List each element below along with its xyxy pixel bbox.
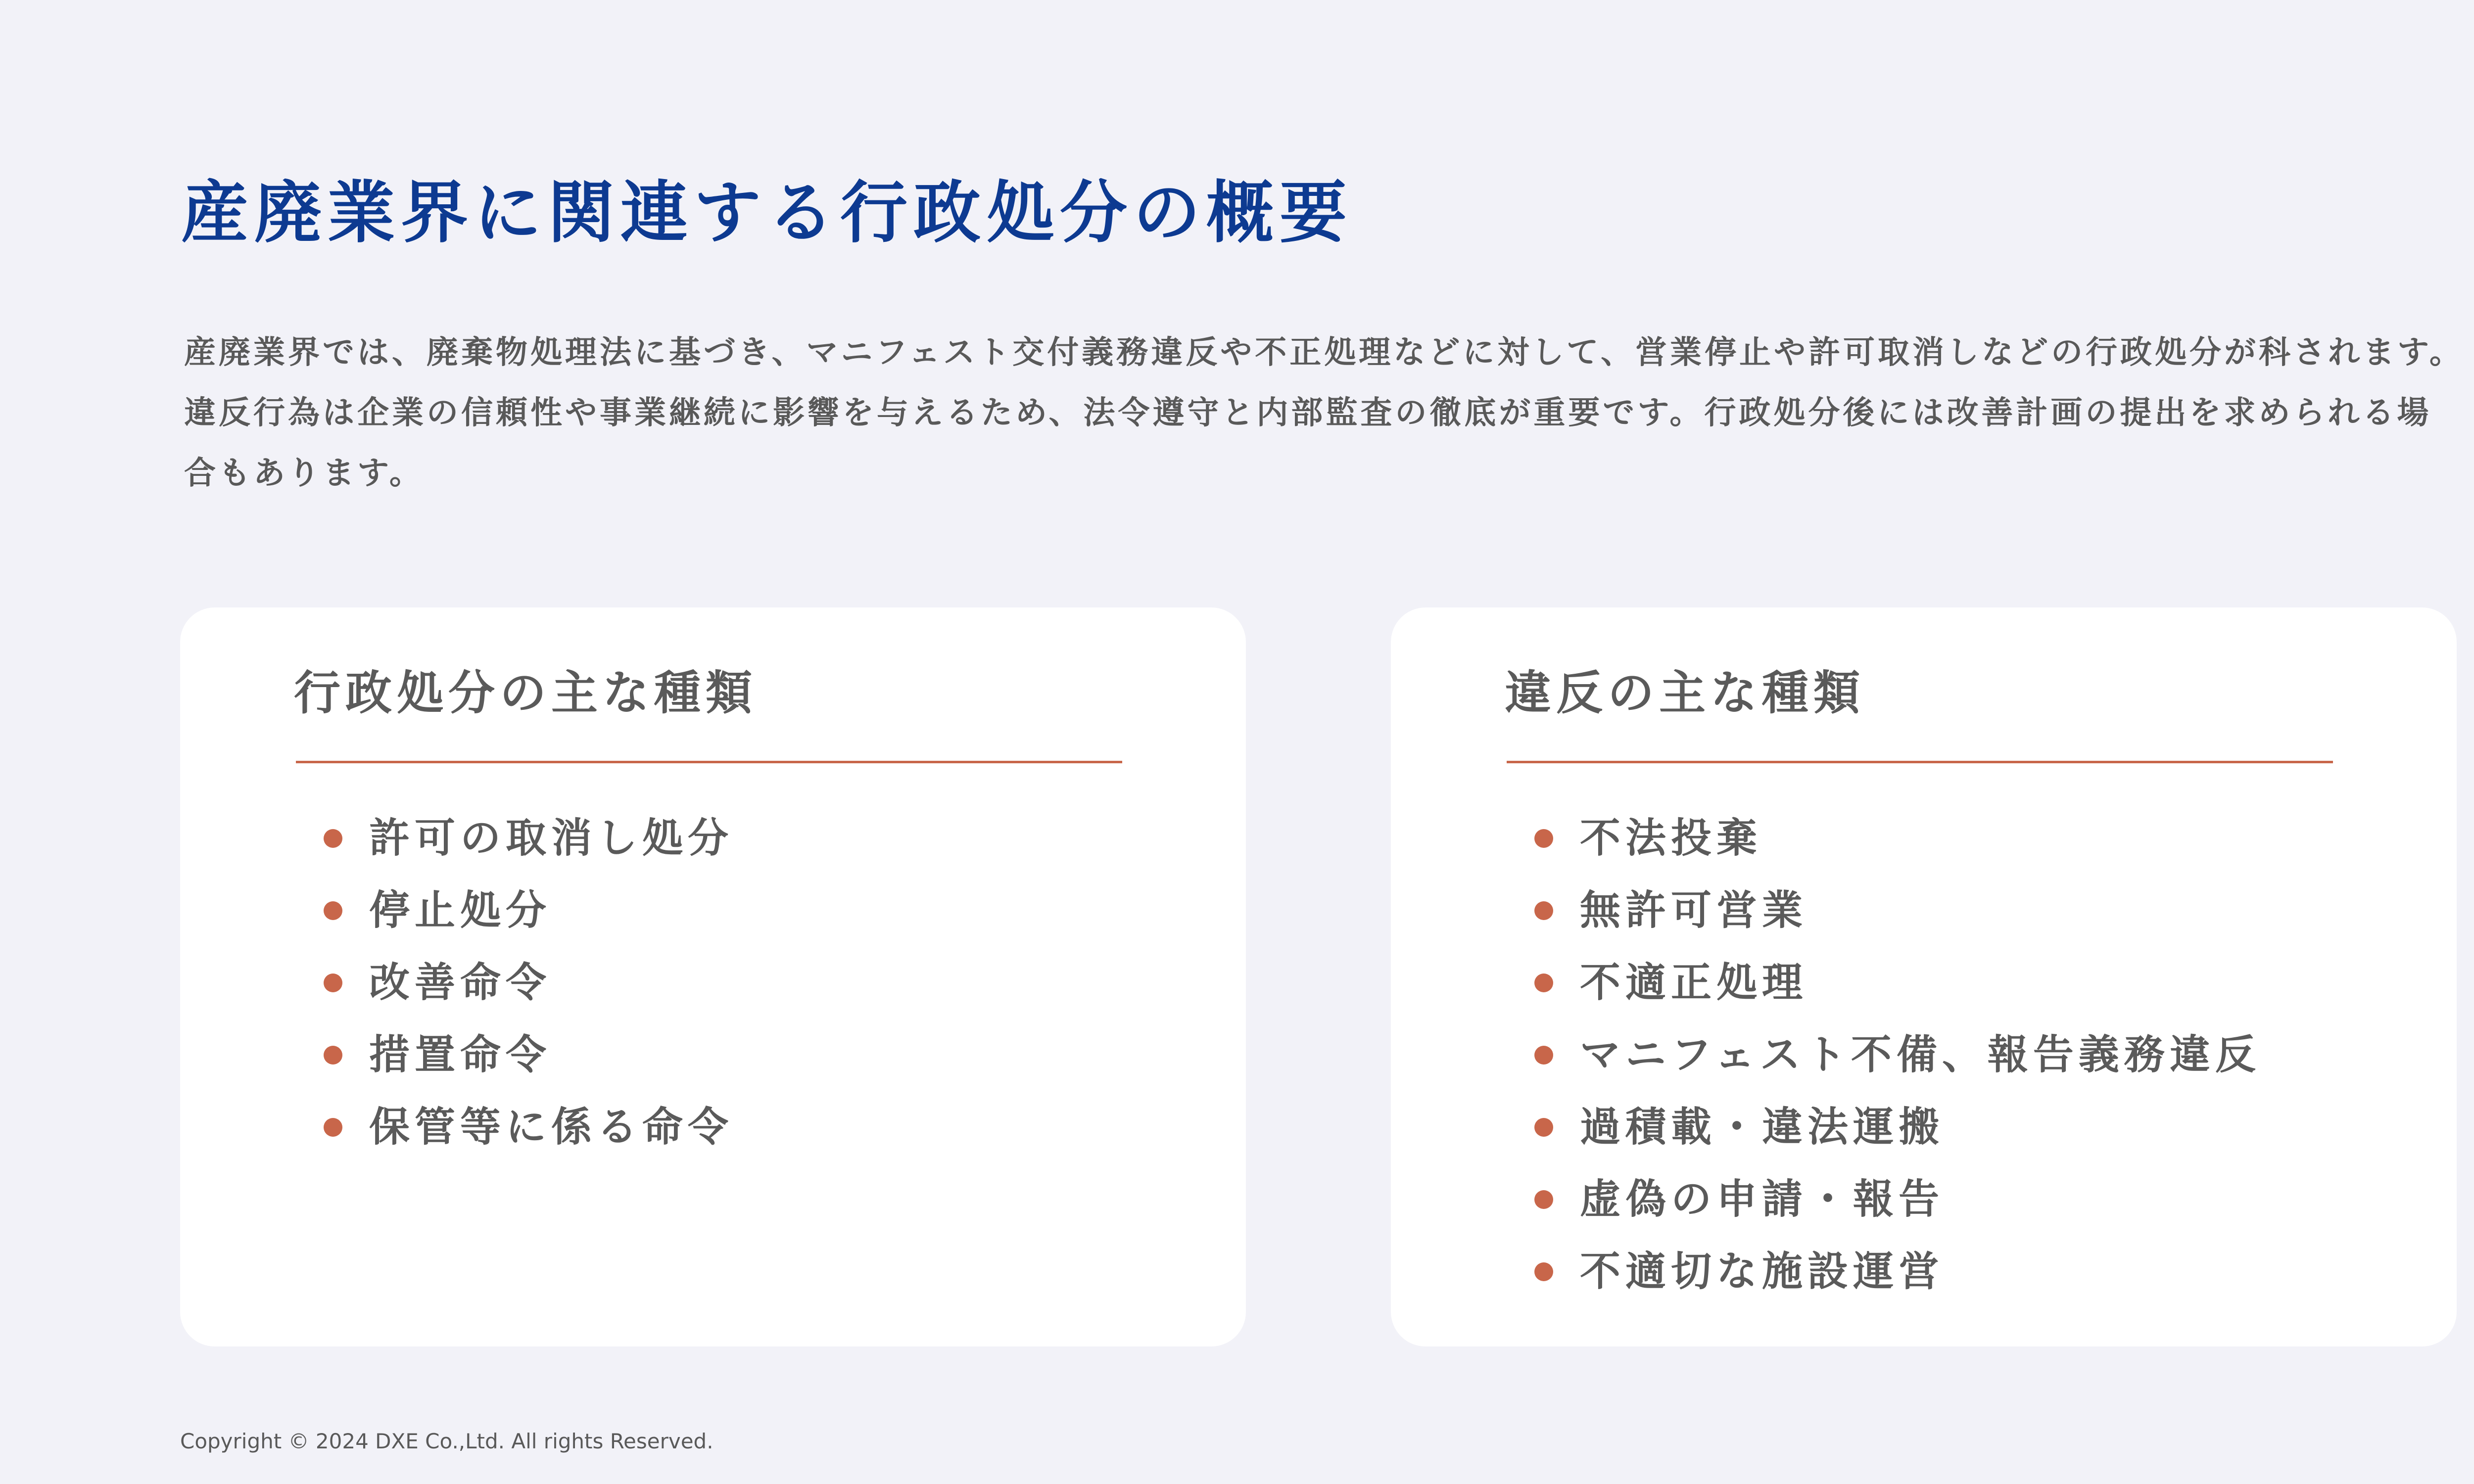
list-item-label: 保管等に係る命令 (369, 1104, 734, 1151)
list-item (1534, 947, 2261, 1019)
list-item (324, 1019, 733, 1091)
bullet-icon (1534, 974, 1553, 992)
page-title: 産廃業界に関連する行政処分の概要 (181, 174, 1353, 252)
card-title: 行政処分の主な種類 (294, 666, 758, 720)
list-item-label: 不適切な施設運営 (1580, 1248, 1945, 1295)
list-item (1534, 802, 2261, 875)
list-item (324, 875, 733, 947)
card-divider (296, 761, 1122, 763)
administrative-action-list (324, 802, 733, 1163)
list-item-label: 過積載・違法運搬 (1580, 1104, 1945, 1151)
list-item-label: 改善命令 (369, 959, 552, 1006)
bullet-icon (1534, 1190, 1553, 1209)
list-item (1534, 1163, 2261, 1236)
violation-list (1534, 802, 2261, 1308)
list-item (1534, 1236, 2261, 1308)
bullet-icon (1534, 1046, 1553, 1065)
bullet-icon (1534, 901, 1553, 920)
list-item-label: 虚偽の申請・報告 (1580, 1176, 1945, 1223)
list-item (1534, 1019, 2261, 1091)
card-divider (1507, 761, 2333, 763)
list-item-label: マニフェスト不備、報告義務違反 (1580, 1031, 2261, 1078)
list-item-label: 不法投棄 (1580, 815, 1762, 862)
bullet-icon (324, 901, 342, 920)
list-item-label: 不適正処理 (1580, 959, 1808, 1006)
card-title: 違反の主な種類 (1505, 666, 1865, 720)
bullet-icon (324, 1118, 342, 1137)
copyright-text: Copyright © 2024 DXE Co.,Ltd. All rights Reserved. (180, 1429, 714, 1453)
bullet-icon (1534, 829, 1553, 848)
bullet-icon (324, 974, 342, 992)
list-item (1534, 875, 2261, 947)
list-item (1534, 1091, 2261, 1163)
list-item-label: 措置命令 (369, 1031, 552, 1078)
bullet-icon (324, 829, 342, 848)
list-item (324, 947, 733, 1019)
list-item-label: 無許可営業 (1580, 887, 1808, 934)
list-item-label: 許可の取消し処分 (369, 815, 734, 862)
administrative-action-types-card (180, 607, 1246, 1346)
list-item (324, 1091, 733, 1163)
bullet-icon (1534, 1118, 1553, 1137)
bullet-icon (324, 1046, 342, 1065)
description-text: 産廃業界では、廃棄物処理法に基づき、マニフェスト交付義務違反や不正処理などに対して、営業停止や許可取消しなどの行政処分が科されます。違反行為は企業の信頼性や事業継続に影響を与えるため、法令遵守と内部監査の徹底が重要です。行政処分後には改善計画の提出を求められる場合もあります。 (184, 334, 2464, 492)
list-item (324, 802, 733, 875)
violation-types-card (1391, 607, 2457, 1346)
bullet-icon (1534, 1262, 1553, 1281)
list-item-label: 停止処分 (369, 887, 552, 934)
